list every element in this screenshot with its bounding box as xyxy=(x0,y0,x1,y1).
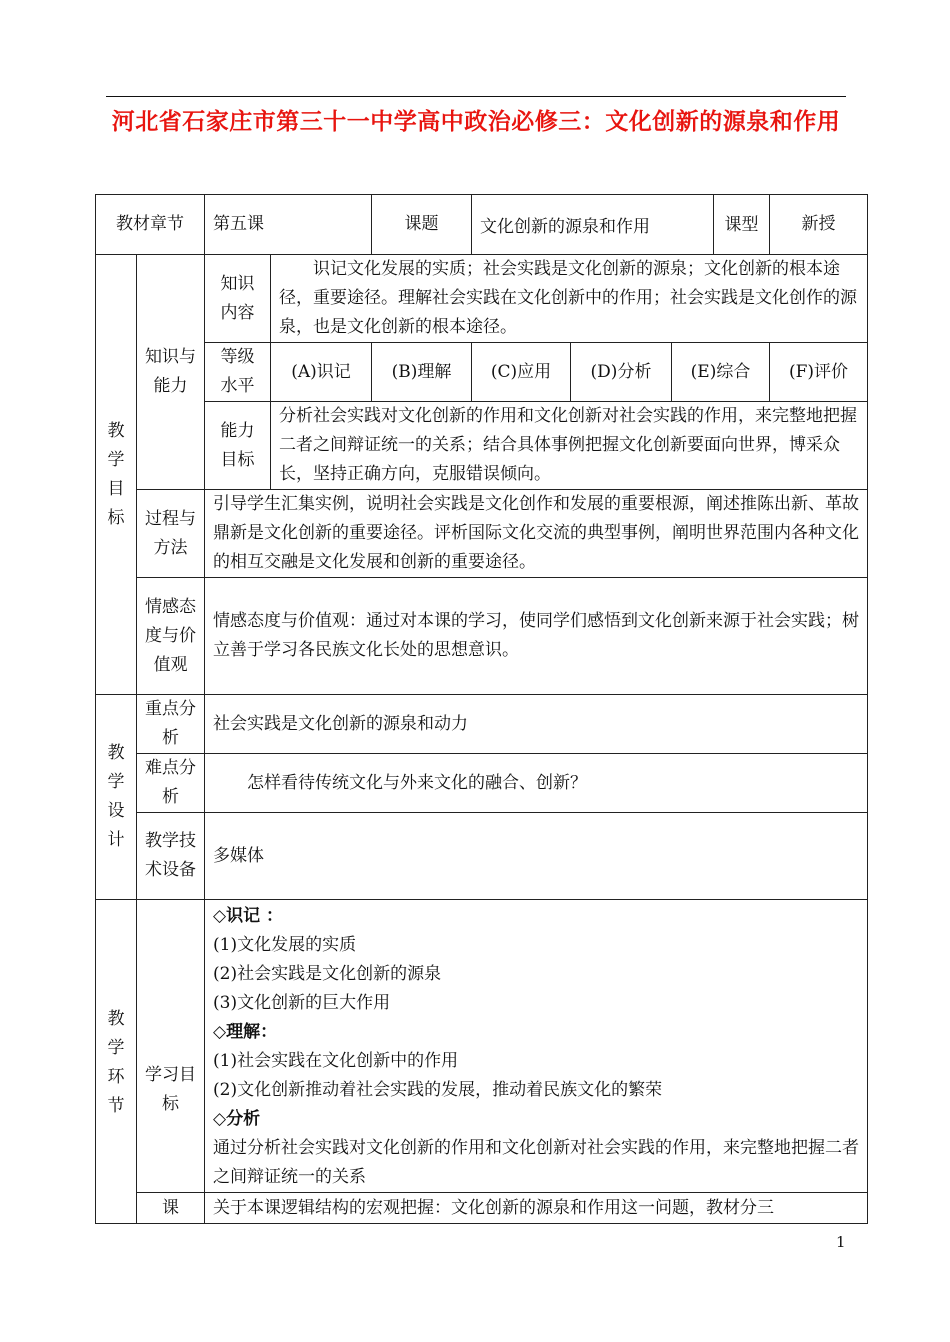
header-rule xyxy=(106,96,846,97)
understand-item: (2)文化创新推动着社会实践的发展，推动着民族文化的繁荣 xyxy=(213,1080,663,1100)
process-label: 过程与方法 xyxy=(137,490,205,578)
recall-heading: ◇识记 ： xyxy=(213,906,283,926)
last-row-text: 关于本课逻辑结构的宏观把握：文化创新的源泉和作用这一问题，教材分三 xyxy=(205,1193,868,1224)
type-value: 新授 xyxy=(770,195,868,255)
knowledge-ability-label: 知识与能力 xyxy=(137,255,205,490)
topic-value: 文化创新的源泉和作用 xyxy=(472,195,714,255)
recall-item: (2)社会实践是文化创新的源泉 xyxy=(213,964,442,984)
level-label: 等级水平 xyxy=(205,343,271,402)
difficulty-label: 难点分析 xyxy=(137,754,205,813)
key-label: 重点分析 xyxy=(137,695,205,754)
understand-heading: ◇理解： xyxy=(213,1022,278,1042)
level-item: (A)识记 xyxy=(271,343,372,402)
page-number: 1 xyxy=(836,1233,846,1251)
understand-item: (1)社会实践在文化创新中的作用 xyxy=(213,1051,459,1071)
tech-label: 教学技术设备 xyxy=(137,813,205,900)
level-item: (C)应用 xyxy=(472,343,571,402)
process-section-label: 教学环节 xyxy=(96,900,137,1224)
level-item: (E)综合 xyxy=(672,343,770,402)
knowledge-content-label: 知识内容 xyxy=(205,255,271,343)
difficulty-text: 怎样看待传统文化与外来文化的融合、创新？ xyxy=(205,754,868,813)
process-text: 引导学生汇集实例，说明社会实践是文化创作和发展的重要根源，阐述推陈出新、革故鼎新是文化创新的重要途径。评析国际文化交流的典型事例，阐明世界范围内各种文化的相互交融是文化发展和创新的重要途径。 xyxy=(205,490,868,578)
objectives-section-label: 教学目标 xyxy=(96,255,137,695)
knowledge-content-text: 识记文化发展的实质；社会实践是文化创新的源泉；文化创新的根本途径，重要途径。理解社会实践在文化创新中的作用；社会实践是文化创作的源泉，也是文化创新的根本途径。 xyxy=(271,255,868,343)
page-title: 河北省石家庄市第三十一中学高中政治必修三：文化创新的源泉和作用 xyxy=(111,108,841,135)
recall-item: (3)文化创新的巨大作用 xyxy=(213,993,391,1013)
learning-goal-content xyxy=(205,900,868,1193)
emotion-text: 情感态度与价值观：通过对本课的学习，使同学们感悟到文化创新来源于社会实践；树立善于学习各民族文化长处的思想意识。 xyxy=(205,578,868,695)
level-item: (D)分析 xyxy=(571,343,672,402)
ability-goal-text: 分析社会实践对文化创新的作用和文化创新对社会实践的作用，来完整地把握二者之间辩证统一的关系；结合具体事例把握文化创新要面向世界，博采众长，坚持正确方向，克服错误倾向。 xyxy=(271,402,868,490)
type-label: 课型 xyxy=(714,195,770,255)
tech-text: 多媒体 xyxy=(205,813,868,900)
analysis-text: 通过分析社会实践对文化创新的作用和文化创新对社会实践的作用，来完整地把握二者之间辩证统一的关系 xyxy=(213,1138,859,1187)
level-item: (F)评价 xyxy=(770,343,868,402)
ability-goal-label: 能力目标 xyxy=(205,402,271,490)
lesson-plan-table xyxy=(95,194,868,1224)
topic-label: 课题 xyxy=(372,195,472,255)
last-row-label: 课 xyxy=(137,1193,205,1224)
level-item: (B)理解 xyxy=(372,343,472,402)
chapter-value: 第五课 xyxy=(205,195,372,255)
analysis-heading: ◇分析 xyxy=(213,1109,261,1129)
chapter-label: 教材章节 xyxy=(96,195,205,255)
key-text: 社会实践是文化创新的源泉和动力 xyxy=(205,695,868,754)
design-section-label: 教学设计 xyxy=(96,695,137,900)
emotion-label: 情感态度与价值观 xyxy=(137,578,205,695)
recall-item: (1)文化发展的实质 xyxy=(213,935,357,955)
learning-goal-label: 学习目标 xyxy=(137,900,205,1193)
